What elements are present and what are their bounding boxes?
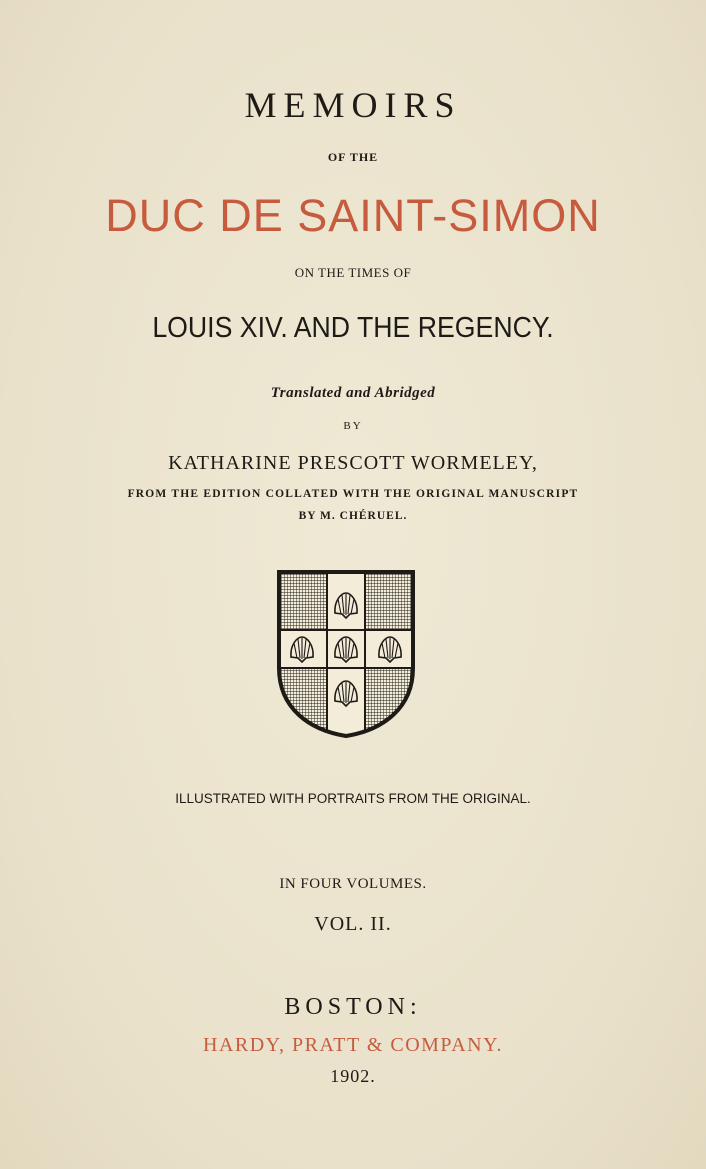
publication-city: BOSTON: xyxy=(284,994,422,1020)
volume-number: VOL. II. xyxy=(314,913,392,935)
coat-of-arms-shield-icon xyxy=(275,568,417,740)
subject-title: LOUIS XIV. AND THE REGENCY. xyxy=(152,312,554,344)
translated-abridged-text: Translated and Abridged xyxy=(270,385,436,401)
by-text: BY xyxy=(343,420,363,432)
edition-note-line2: BY M. CHÉRUEL. xyxy=(298,510,408,522)
author-name: KATHARINE PRESCOTT WORMELEY, xyxy=(168,452,538,474)
volumes-note: IN FOUR VOLUMES. xyxy=(279,876,427,892)
title-memoirs: MEMOIRS xyxy=(244,85,462,125)
duc-de-saint-simon-title: DUC DE SAINT-SIMON xyxy=(105,190,601,241)
of-the-text: OF THE xyxy=(327,150,379,164)
edition-note-line1: FROM THE EDITION COLLATED WITH THE ORIGINAL MANUSCRIPT xyxy=(127,488,579,500)
illustrated-note: ILLUSTRATED WITH PORTRAITS FROM THE ORIGINAL. xyxy=(175,791,531,806)
publication-year: 1902. xyxy=(330,1066,376,1086)
on-the-times-of-text: ON THE TIMES OF xyxy=(294,265,412,280)
publisher-name: HARDY, PRATT & COMPANY. xyxy=(203,1034,503,1056)
